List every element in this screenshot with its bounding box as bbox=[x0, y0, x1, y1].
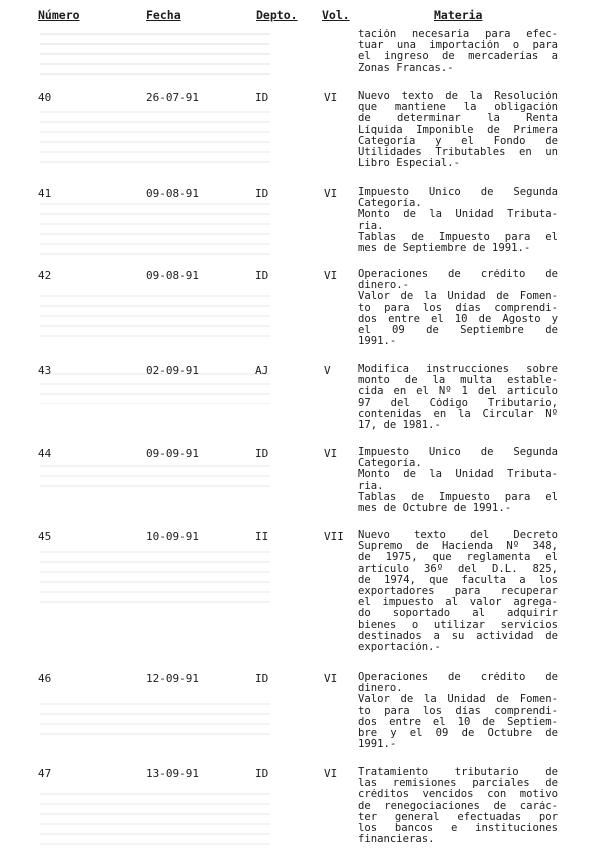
materia-line: ria. bbox=[358, 220, 384, 232]
entry-fecha: 09-08-91 bbox=[146, 187, 199, 200]
materia-line: el 09 de Septiembre de bbox=[358, 324, 558, 336]
materia-line: tuar una importación o para bbox=[358, 40, 558, 52]
bleed-through-3 bbox=[40, 200, 270, 260]
entry-numero: 42 bbox=[38, 269, 52, 282]
materia-line: ria. bbox=[358, 480, 384, 492]
materia-line: Impuesto Unico de Segunda bbox=[358, 447, 558, 458]
entry-materia bbox=[358, 767, 558, 845]
materia-line: el impuesto al valor agrega- bbox=[358, 597, 558, 609]
entry-materia bbox=[358, 364, 558, 431]
materia-line: dinero. bbox=[358, 683, 403, 695]
entry-materia bbox=[358, 447, 558, 514]
bleed-through-4 bbox=[40, 292, 270, 338]
bleed-through-2 bbox=[40, 108, 270, 168]
entry-numero: 45 bbox=[38, 530, 52, 543]
materia-line: Monto de la Unidad Tributa- bbox=[358, 209, 558, 221]
materia-line: 97 del Código Tributario, bbox=[358, 397, 558, 409]
entry-numero: 40 bbox=[38, 91, 52, 104]
materia-line: ter general efectuadas por bbox=[358, 811, 558, 823]
entry-materia bbox=[358, 672, 558, 750]
materia-line: Valor de la Unidad de Fomen- bbox=[358, 694, 558, 706]
materia-line: Valor de la Unidad de Fomen- bbox=[358, 291, 558, 303]
header-vol: Vol. bbox=[322, 8, 350, 22]
materia-line: mes de Octubre de 1991.- bbox=[358, 502, 512, 514]
materia-line: contenidas en la Circular Nº bbox=[358, 408, 558, 420]
materia-line: tación necesaria para efec- bbox=[358, 29, 558, 40]
entry-numero: 44 bbox=[38, 447, 52, 460]
materia-line: bre y el 09 de Octubre de bbox=[358, 727, 558, 739]
entry-depto: AJ bbox=[255, 364, 269, 377]
materia-line: Categoría y el Fondo de bbox=[358, 135, 558, 147]
entry-fecha: 10-09-91 bbox=[146, 530, 199, 543]
materia-line: Tablas de Impuesto para el bbox=[358, 491, 558, 503]
materia-line: 1991.- bbox=[358, 739, 397, 751]
entry-vol: VII bbox=[324, 530, 344, 543]
bleed-through-9 bbox=[40, 790, 270, 850]
entry-depto: ID bbox=[255, 269, 269, 282]
materia-line: financieras. bbox=[358, 834, 435, 846]
materia-line: Monto de la Unidad Tributa- bbox=[358, 469, 558, 481]
bleed-through-1 bbox=[40, 30, 270, 82]
materia-line: to para los días comprendi- bbox=[358, 705, 558, 717]
entry-materia bbox=[358, 530, 558, 653]
entry-depto: ID bbox=[255, 91, 269, 104]
materia-line: Zonas Francas.- bbox=[358, 62, 454, 74]
entry-fecha: 12-09-91 bbox=[146, 672, 199, 685]
entry-depto: ID bbox=[255, 672, 269, 685]
entry-numero: 46 bbox=[38, 672, 52, 685]
materia-line: 1991.- bbox=[358, 336, 397, 348]
entry-vol: VI bbox=[324, 91, 338, 104]
entry-numero: 41 bbox=[38, 187, 52, 200]
materia-line: Categoría. bbox=[358, 458, 422, 470]
materia-line: las remisiones parciales de bbox=[358, 778, 558, 790]
materia-line: bienes o utilizar servicios bbox=[358, 619, 558, 631]
materia-line: Utilidades Tributables en un bbox=[358, 146, 558, 158]
materia-line: Modifica instrucciones sobre bbox=[358, 364, 558, 375]
header-fecha: Fecha bbox=[146, 8, 181, 22]
entry-materia bbox=[358, 269, 558, 347]
entry-fecha: 13-09-91 bbox=[146, 767, 199, 780]
entry-vol: VI bbox=[324, 672, 338, 685]
header-numero: Número bbox=[38, 8, 80, 22]
bleed-through-6 bbox=[40, 462, 270, 492]
materia-line: Tratamiento tributario de bbox=[358, 767, 558, 778]
materia-line: de determinar la Renta bbox=[358, 113, 558, 125]
materia-line: los bancos e instituciones bbox=[358, 822, 558, 834]
materia-line: de 1975, que reglamenta el bbox=[358, 552, 558, 564]
materia-line: que mantiene la obligación bbox=[358, 102, 558, 114]
materia-line: Impuesto Unico de Segunda bbox=[358, 187, 558, 198]
materia-line: exportadores para recuperar bbox=[358, 585, 558, 597]
entry-numero: 43 bbox=[38, 364, 52, 377]
entry-numero: 47 bbox=[38, 767, 52, 780]
entry-vol: V bbox=[324, 364, 331, 377]
entry-fecha: 26-07-91 bbox=[146, 91, 199, 104]
entry-depto: ID bbox=[255, 187, 269, 200]
entry-materia bbox=[358, 29, 558, 74]
materia-line: Nuevo texto del Decreto bbox=[358, 530, 558, 541]
materia-line: Categoría. bbox=[358, 198, 422, 210]
materia-line: cida en el Nº 1 del artículo bbox=[358, 386, 558, 398]
materia-line: Supremo de Hacienda Nº 348, bbox=[358, 541, 558, 553]
materia-line: to para los días comprendi- bbox=[358, 302, 558, 314]
materia-line: 17, de 1981.- bbox=[358, 419, 441, 431]
materia-line: dos entre el 10 de Septiem- bbox=[358, 716, 558, 728]
entry-vol: VI bbox=[324, 447, 338, 460]
entry-vol: VI bbox=[324, 187, 338, 200]
entry-fecha: 02-09-91 bbox=[146, 364, 199, 377]
bleed-through-8 bbox=[40, 700, 270, 740]
entry-depto: ID bbox=[255, 767, 269, 780]
materia-line: Libro Especial.- bbox=[358, 158, 461, 170]
entry-fecha: 09-09-91 bbox=[146, 447, 199, 460]
materia-line: dos entre el 10 de Agosto y bbox=[358, 313, 558, 325]
entry-vol: VI bbox=[324, 767, 338, 780]
materia-line: mes de Septiembre de 1991.- bbox=[358, 242, 531, 254]
materia-line: Operaciones de crédito de bbox=[358, 269, 558, 280]
materia-line: de 1974, que faculta a los bbox=[358, 574, 558, 586]
materia-line: de renegociaciones de carác- bbox=[358, 800, 558, 812]
materia-line: destinados a su actividad de bbox=[358, 630, 558, 642]
materia-line: créditos vencidos con motivo bbox=[358, 789, 558, 801]
entry-vol: VI bbox=[324, 269, 338, 282]
materia-line: monto de la multa estable- bbox=[358, 375, 558, 387]
materia-line: Tablas de Impuesto para el bbox=[358, 231, 558, 243]
bleed-through-7 bbox=[40, 548, 270, 608]
header-materia: Materia bbox=[434, 8, 483, 22]
entry-depto: II bbox=[255, 530, 269, 543]
materia-line: Líquida Imponible de Primera bbox=[358, 124, 558, 136]
materia-line: artículo 36º del D.L. 825, bbox=[358, 563, 558, 575]
materia-line: exportación.- bbox=[358, 641, 441, 653]
materia-line: do soportado al adquirir bbox=[358, 608, 558, 620]
entry-materia bbox=[358, 91, 558, 169]
materia-line: el ingreso de mercaderías a bbox=[358, 51, 558, 63]
entry-depto: ID bbox=[255, 447, 269, 460]
header-depto: Depto. bbox=[256, 8, 298, 22]
entry-fecha: 09-08-91 bbox=[146, 269, 199, 282]
materia-line: Operaciones de crédito de bbox=[358, 672, 558, 683]
entry-materia bbox=[358, 187, 558, 254]
materia-line: Nuevo texto de la Resolución bbox=[358, 91, 558, 102]
materia-line: dinero.- bbox=[358, 280, 410, 292]
